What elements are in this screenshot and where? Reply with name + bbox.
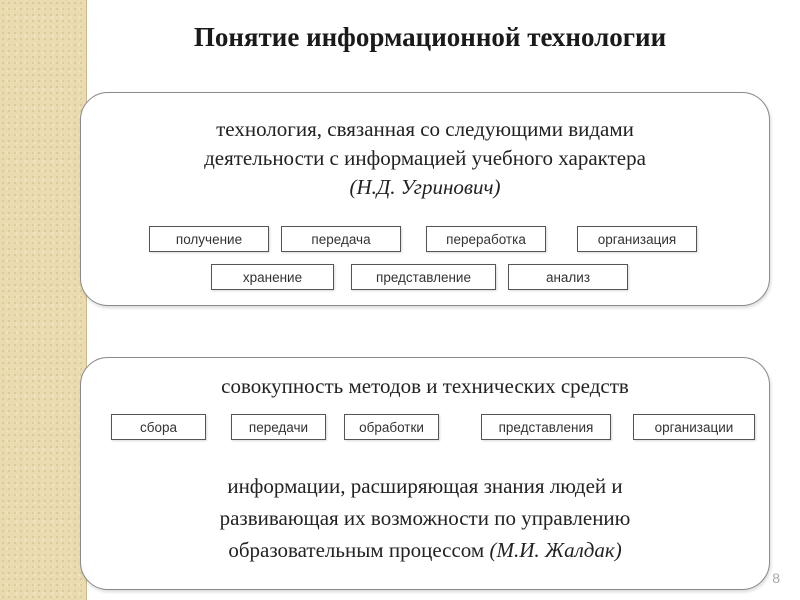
definition-line-1: информации, расширяющая знания людей и [227,474,623,498]
definition-author: (Н.Д. Угринович) [349,175,501,199]
activity-chip-transfer: передача [281,226,401,252]
definition-panel-ugrinovich [80,92,770,306]
decorative-sidebar [0,0,87,600]
definition-line-2: развивающая их возможности по управлению [219,506,631,530]
methods-heading: совокупность методов и технических средств [221,374,629,398]
definition-panel-zhaldak [80,357,770,590]
activity-chip-analysis: анализ [508,264,628,290]
page-title: Понятие информационной технологии [193,22,667,52]
definition-line-3 [81,536,769,565]
activity-chip-representation: представление [351,264,496,290]
page-number: 8 [772,570,780,586]
definition-line-1: технология, связанная со следующими видами [216,117,634,141]
method-chip-representation: представления [481,414,611,440]
method-chip-transfer: передачи [231,414,326,440]
activity-chip-receiving: получение [149,226,269,252]
definition-line-2: деятельности с информацией учебного характера [204,146,646,170]
activity-chip-processing: переработка [426,226,546,252]
method-chip-organization: организации [633,414,755,440]
activity-chip-storage: хранение [211,264,334,290]
definition-last-line: образовательным процессом [228,538,485,562]
method-chip-collection: сбора [111,414,206,440]
method-chip-processing: обработки [344,414,439,440]
activity-chip-organization: организация [577,226,697,252]
definition-author: (М.И. Жалдак) [489,538,622,562]
